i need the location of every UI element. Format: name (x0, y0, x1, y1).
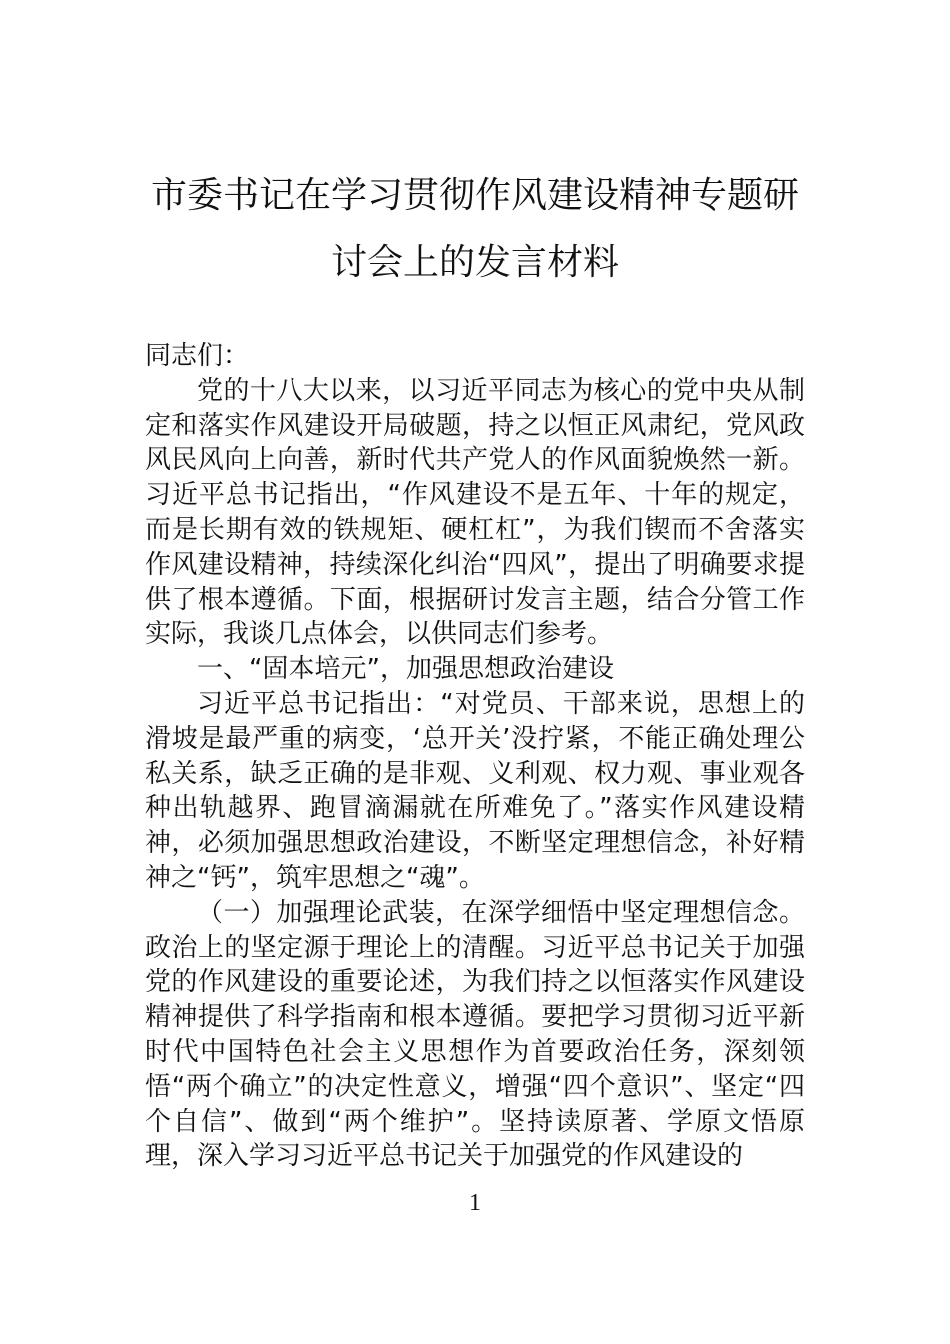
paragraph-intro: 党的十八大以来，以习近平同志为核心的党中央从制定和落实作风建设开局破题，持之以恒正风肃纪，党风政风民风向上向善，新时代共产党人的作风面貌焕然一新。习近平总书记指出，“作风建设不是五年、十年的规定，而是长期有效的铁规矩、硬杠杠”，为我们锲而不舍落实作风建设精神，持续深化纠治“四风”，提出了明确要求提供了根本遵循。下面，根据研讨发言主题，结合分管工作实际，我谈几点体会，以供同志们参考。 (145, 375, 805, 650)
document-title-line-1: 市委书记在学习贯彻作风建设精神专题研 (150, 175, 799, 216)
section-heading-1: 一、“固本培元”，加强思想政治建设 (197, 654, 614, 685)
page-number: 1 (469, 1190, 481, 1216)
paragraph-subsection-1: （一）加强理论武装，在深学细悟中坚定理想信念。政治上的坚定源于理论上的清醒。习近平总书记关于加强党的作风建设的重要论述，为我们持之以恒落实作风建设精神提供了科学指南和根本遵循。要把学习贯彻习近平新时代中国特色社会主义思想作为首要政治任务，深刻领悟“两个确立”的决定性意义，增强“四个意识”、坚定“四个自信”、做到“两个维护”。坚持读原著、学原文悟原理，深入学习习近平总书记关于加强党的作风建设的 (145, 897, 805, 1172)
paragraph-section-1: 习近平总书记指出：“对党员、干部来说，思想上的滑坡是最严重的病变，‘总开关’没拧紧，不能正确处理公私关系，缺乏正确的是非观、义利观、权力观、事业观各种出轨越界、跑冒滴漏就在所难免了。”落实作风建设精神，必须加强思想政治建设，不断坚定理想信念，补好精神之“钙”，筑牢思想之“魂”。 (145, 688, 805, 893)
salutation: 同志们： (145, 341, 250, 371)
document-title-line-2: 讨会上的发言材料 (330, 242, 619, 283)
document-body (145, 339, 805, 1174)
